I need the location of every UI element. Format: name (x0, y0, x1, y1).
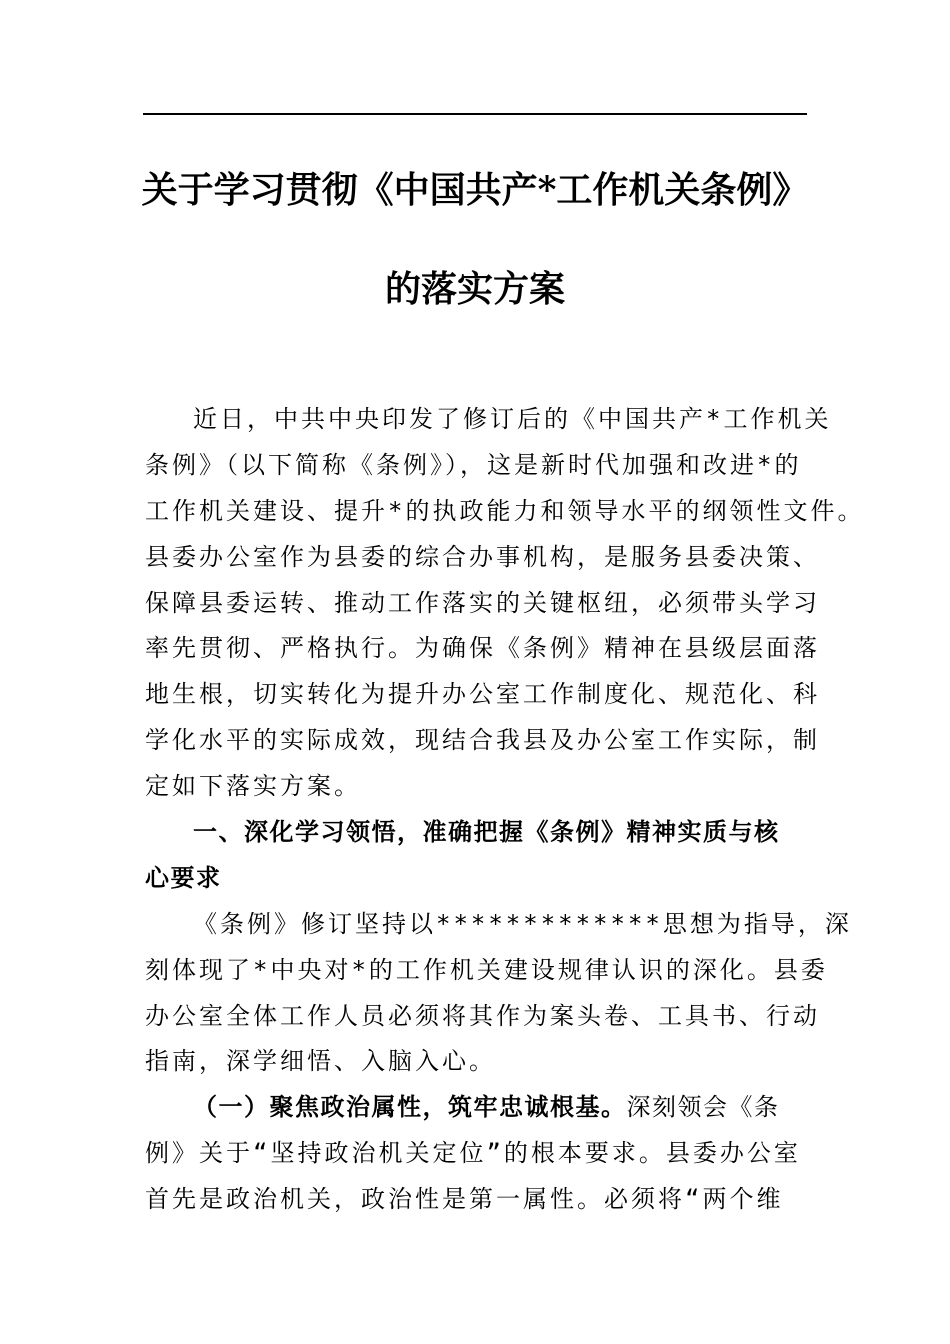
subsection-text: 深刻领会《条 (626, 1093, 780, 1122)
section-heading-line: 心要求 (145, 863, 222, 892)
document-title-line-2: 的落实方案 (384, 268, 565, 310)
subsection-body-line: 例》关于“坚持政治机关定位”的根本要求。县委办公室 (145, 1139, 801, 1168)
subsection-title: （一）聚焦政治属性，筑牢忠诚根基。 (193, 1093, 627, 1122)
section-heading-line: 一、深化学习领悟，准确把握《条例》精神实质与核 (193, 818, 780, 847)
intro-line: 定如下落实方案。 (145, 772, 361, 801)
intro-line: 工作机关建设、提升*的执政能力和领导水平的纲领性文件。 (145, 496, 865, 525)
intro-line: 保障县委运转、推动工作落实的关键枢纽，必须带头学习 (145, 588, 820, 617)
document-body (145, 397, 865, 1223)
intro-line: 条例》（以下简称《条例》），这是新时代加强和改进*的 (145, 450, 802, 479)
document-title-line-1: 关于学习贯彻《中国共产*工作机关条例》 (141, 169, 809, 211)
section-body-line: 《条例》修订坚持以*************思想为指导，深 (193, 909, 852, 938)
section-body-line: 办公室全体工作人员必须将其作为案头卷、工具书、行动 (145, 1001, 820, 1030)
section-body-line: 刻体现了*中央对*的工作机关建设规律认识的深化。县委 (145, 955, 828, 984)
section-body-line: 指南，深学细悟、入脑入心。 (145, 1047, 496, 1076)
intro-line: 率先贯彻、严格执行。为确保《条例》精神在县级层面落 (145, 634, 820, 663)
subsection-line (145, 1085, 810, 1131)
intro-line: 学化水平的实际成效，现结合我县及办公室工作实际，制 (145, 726, 820, 755)
intro-line: 近日，中共中央印发了修订后的《中国共产*工作机关 (193, 405, 832, 433)
intro-line: 地生根，切实转化为提升办公室工作制度化、规范化、科 (145, 680, 820, 709)
header-rule (143, 113, 807, 115)
subsection-body-line: 首先是政治机关，政治性是第一属性。必须将“两个维 (145, 1185, 784, 1214)
intro-line: 县委办公室作为县委的综合办事机构，是服务县委决策、 (145, 542, 820, 571)
